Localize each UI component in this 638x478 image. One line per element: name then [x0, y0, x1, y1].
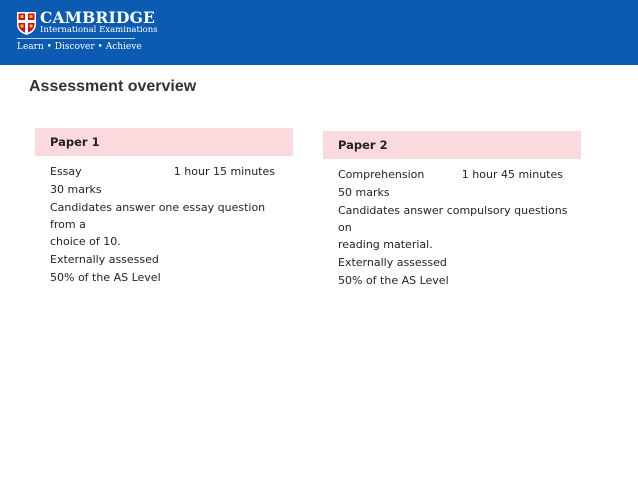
paper-2-component-row [338, 166, 581, 183]
paper-1-assessment: Externally assessed [50, 253, 159, 266]
paper-2-weighting: 50% of the AS Level [338, 274, 449, 287]
paper-1-component: Essay [50, 165, 82, 178]
paper-2-component: Comprehension [338, 168, 425, 181]
cambridge-shield-logo [17, 12, 36, 35]
paper-2-marks: 50 marks [338, 186, 390, 199]
paper-2-duration: 1 hour 45 minutes [461, 168, 563, 181]
paper-1-duration: 1 hour 15 minutes [173, 165, 275, 178]
brand-subtitle: International Examinations [40, 25, 158, 35]
paper-2-card [323, 131, 581, 290]
paper-1-title: Paper 1 [35, 128, 293, 156]
brand-divider [17, 38, 135, 39]
brand-name: CAMBRIDGE [40, 8, 156, 27]
paper-1-marks: 30 marks [50, 183, 102, 196]
paper-2-description: Candidates answer compulsory questions on reading material. [338, 204, 568, 251]
paper-2-assessment: Externally assessed [338, 256, 447, 269]
paper-2-title: Paper 2 [323, 131, 581, 159]
paper-1-component-row [50, 163, 293, 180]
paper-1-description: Candidates answer one essay question from a choice of 10. [50, 201, 266, 248]
paper-1-card [35, 128, 293, 287]
header-banner [0, 0, 638, 65]
paper-1-weighting: 50% of the AS Level [50, 271, 161, 284]
page-title: Assessment overview [29, 78, 197, 95]
tagline: Learn • Discover • Achieve [17, 42, 142, 52]
